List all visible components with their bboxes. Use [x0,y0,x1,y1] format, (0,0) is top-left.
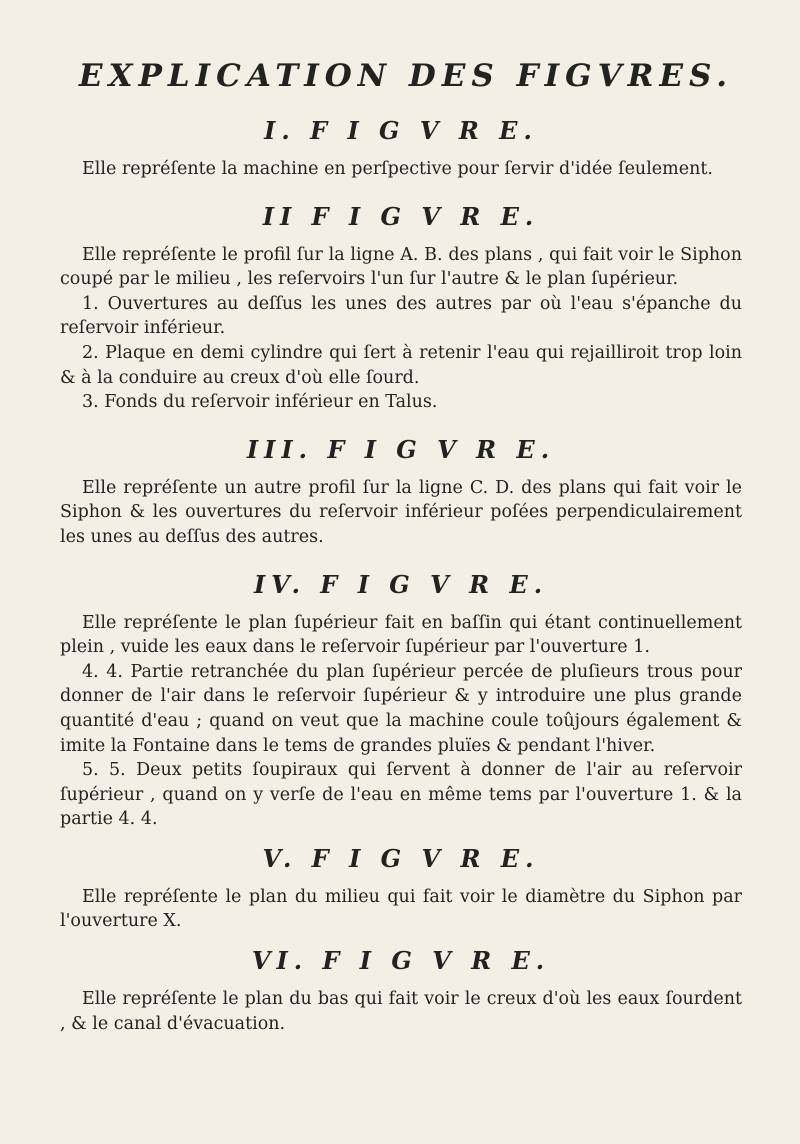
figure-4-heading: IV. F I G V R E. [253,569,549,599]
figure-5-text: Elle repréſente le plan du milieu qui fait voir le diamètre du Siphon par l'ouverture X. [60,886,742,932]
figure-2-heading: II F I G V R E. [262,201,540,231]
page-title: EXPLICATION DES FIGVRES. [78,58,734,94]
figure-3-heading: III. F I G V R E. [246,434,556,464]
figure-2-item-1: 1. Ouvertures au deſſus les unes des autres par où l'eau s'épanche du reſervoir inférieur. [60,293,742,339]
figure-6-heading: VI. F I G V R E. [251,946,551,976]
figure-4-text: Elle repréſente le plan ſupérieur fait en baſſin qui étant continuellement plein , vuide les eaux dans le reſervoir ſupérieur par l'ouverture 1. [60,612,742,658]
figure-2-text: Elle repréſente le profil ſur la ligne A. B. des plans , qui fait voir le Siphon coupé par le milieu , les reſervoirs l'un ſur l'autre & le plan ſupérieur. [60,244,742,290]
figure-3-text: Elle repréſente un autre profil ſur la ligne C. D. des plans qui fait voir le Siphon & les ouvertures du reſervoir inférieur poſées perpendiculairement les unes au deſſus des autres. [60,477,742,547]
figure-6-text: Elle repréſente le plan du bas qui fait voir le creux d'où les eaux ſourdent , & le canal d'évacuation. [60,989,742,1034]
figure-5-heading: V. F I G V R E. [262,843,540,873]
figure-4-item-2: 5. 5. Deux petits ſoupiraux qui ſervent à donner de l'air au reſervoir ſupérieur , quand on y verſe de l'eau en même tems par l'ouverture 1. & la partie 4. 4. [60,760,742,830]
figure-2-item-3: 3. Fonds du reſervoir inférieur en Talus. [82,392,438,413]
figure-4-item-1: 4. 4. Partie retranchée du plan ſupérieur percée de pluſieurs trous pour donner de l'air dans le reſervoir ſupérieur & y introduire une plus grande quantité d'eau ; quand on veut que la machine coule toûjours également & imite la Fontaine dans le tems de grandes pluïes & pendant l'hiver. [60,661,742,756]
figure-1-text: Elle repréſente la machine en perſpective pour ſervir d'idée ſeulement. [82,159,713,179]
figure-1-heading: I. F I G V R E. [264,116,538,145]
figure-2-item-2: 2. Plaque en demi cylindre qui ſert à retenir l'eau qui rejailliroit trop loin & à la conduire au creux d'où elle ſourd. [60,342,742,388]
